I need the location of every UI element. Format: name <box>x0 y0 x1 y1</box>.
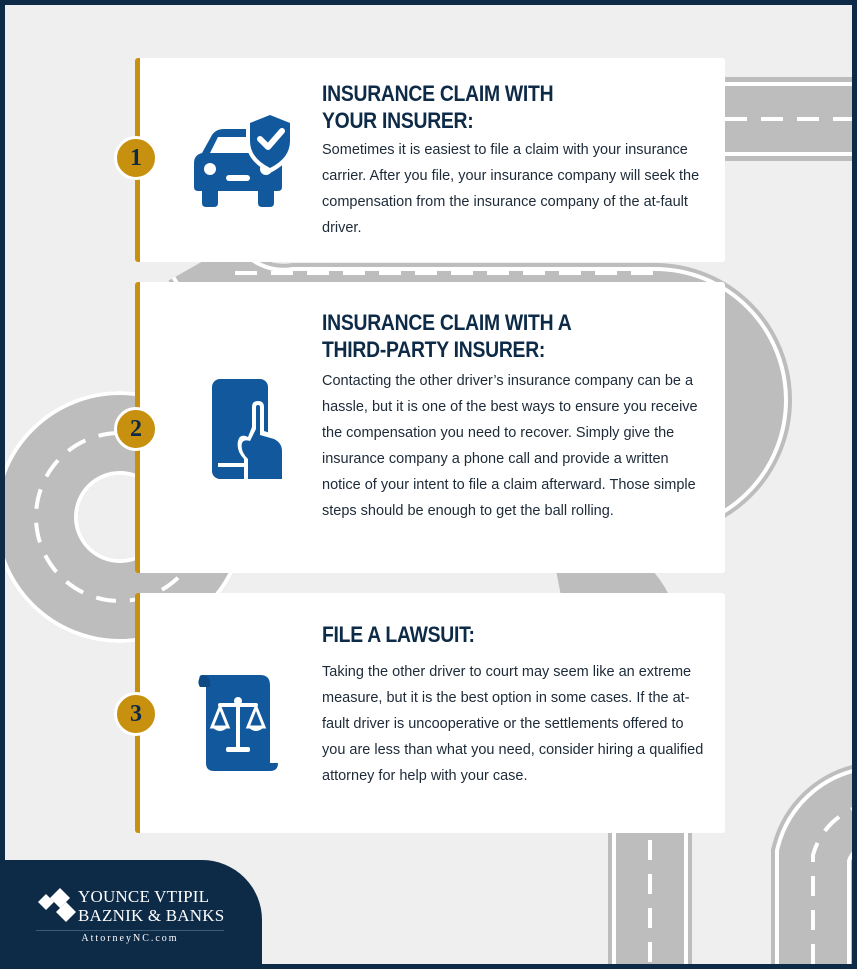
road-bottom-right-curve <box>813 805 852 964</box>
car-shield-check-icon <box>182 103 292 213</box>
step-title-line-1: FILE A LAWSUIT: <box>322 622 475 647</box>
hand-phone-icon <box>182 377 292 487</box>
legal-document-scales-icon <box>182 667 292 777</box>
step-card-3 <box>130 593 725 833</box>
step-number-badge: 3 <box>114 692 158 736</box>
step-card-1 <box>130 58 725 262</box>
step-title-line-2: YOUR INSURER: <box>322 108 474 133</box>
step-description: Contacting the other driver’s insurance company can be a hassle, but it is one of the best ways to ensure you receive the compensation you need to recover. Simply give the insurance company a phone call and provide a written notice of your intent to file a claim afterward. Those simple steps should be enough to get the ball rolling. <box>322 373 698 519</box>
step-card-2 <box>130 282 725 573</box>
road-top <box>717 77 852 161</box>
step-title <box>322 309 656 363</box>
step-title-line-1: INSURANCE CLAIM WITH A <box>322 310 572 335</box>
firm-name-line-1: YOUNCE VTIPIL <box>78 887 210 906</box>
step-title-line-1: INSURANCE CLAIM WITH <box>322 81 554 106</box>
step-description: Taking the other driver to court may seem like an extreme measure, but it is the best option in some cases. If the at-fault driver is uncooperative or the settlements offered to you are less than what you need, consider hiring a qualified attorney for help with your case. <box>322 664 704 784</box>
logo-divider <box>36 930 224 931</box>
firm-name-line-2: BAZNIK & BANKS <box>78 906 225 925</box>
step-title <box>322 621 656 648</box>
step-title-line-2: THIRD-PARTY INSURER: <box>322 337 546 362</box>
step-description: Sometimes it is easiest to file a claim with your insurance carrier. After you file, your insurance company will seek the compensation from the insurance company of the at-fault driver. <box>322 142 700 236</box>
infographic-background <box>5 5 852 964</box>
step-title <box>322 80 656 134</box>
diamond-logo-icon <box>36 888 78 924</box>
step-number-badge: 2 <box>114 407 158 451</box>
firm-logo[interactable] <box>0 860 262 969</box>
road-bottom-vertical <box>608 831 692 964</box>
step-number-badge: 1 <box>114 136 158 180</box>
firm-website[interactable]: AttorneyNC.com <box>81 933 179 944</box>
